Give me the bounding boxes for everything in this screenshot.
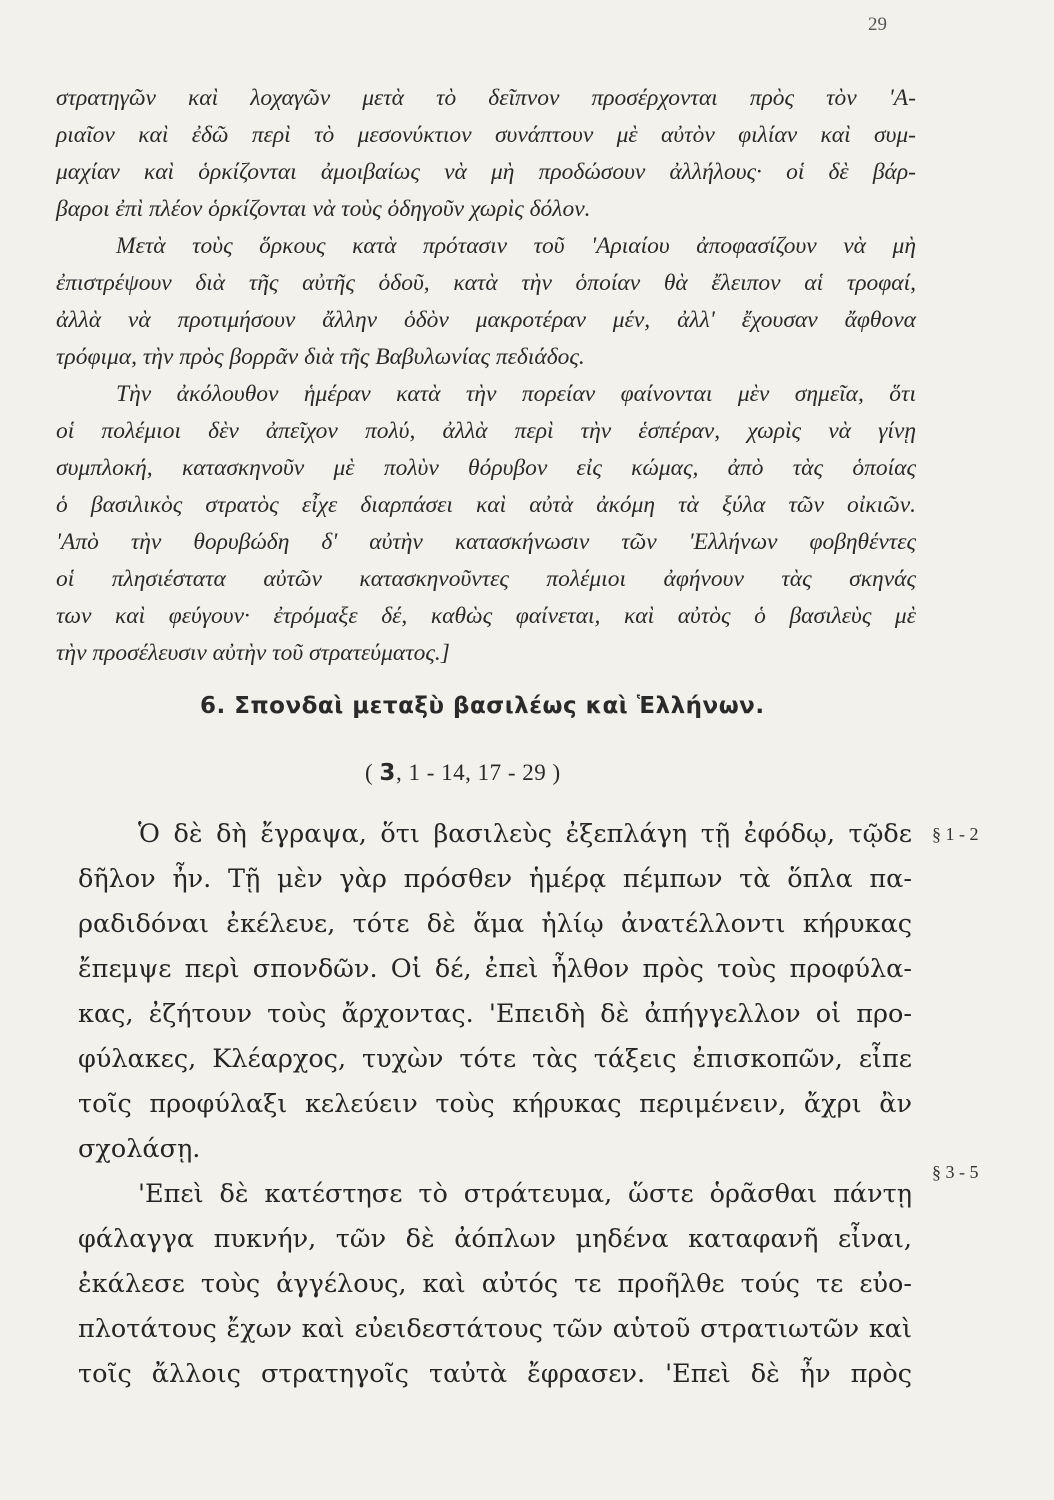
text-line: κας, ἐζήτουν τοὺς ἄρχοντας. 'Επειδὴ δὲ ἀπήγγελλον οἱ προ- <box>78 999 912 1029</box>
summary-line: βαροι ἐπὶ πλέον ὁρκίζονται νὰ τοὺς ὁδηγοῦν χωρὶς δόλον. <box>56 196 591 222</box>
reference-range: , 1 - 14, 17 - 29 ) <box>395 760 561 785</box>
page-number: 29 <box>868 14 887 35</box>
summary-line: Τὴν ἀκόλουθον ἡμέραν κατὰ τὴν πορείαν φαίνονται μὲν σημεῖα, ὅτι <box>116 381 916 407</box>
text-line: τοῖς προφύλαξι κελεύειν τοὺς κήρυκας περιμένειν, ἄχρι ἂν <box>78 1089 912 1119</box>
text-line: ραδιδόναι ἐκέλευε, τότε δὲ ἅμα ἡλίῳ ἀνατέλλοντι κήρυκας <box>78 909 912 939</box>
summary-line: των καὶ φεύγουν· ἐτρόμαξε δέ, καθὼς φαίνεται, καὶ αὐτὸς ὁ βασιλεὺς μὲ <box>56 603 916 629</box>
text-line: σχολάσῃ. <box>78 1134 201 1164</box>
margin-note: § 1 - 2 <box>932 824 979 844</box>
summary-paragraphs <box>56 80 916 672</box>
text-line: δῆλον ἦν. Τῇ μὲν γὰρ πρόσθεν ἡμέρᾳ πέμπων τὰ ὅπλα πα- <box>78 864 912 894</box>
text-line: 'Επεὶ δὲ κατέστησε τὸ στράτευμα, ὥστε ὁρᾶσθαι πάντῃ <box>138 1179 912 1209</box>
text-line: ἐκάλεσε τοὺς ἀγγέλους, καὶ αὐτός τε προῆλθε τούς τε εὐο- <box>78 1269 912 1299</box>
text-line: ἔπεμψε περὶ σπονδῶν. Οἱ δέ, ἐπεὶ ἦλθον πρὸς τοὺς προφύλα- <box>78 954 912 984</box>
summary-line: στρατηγῶν καὶ λοχαγῶν μετὰ τὸ δεῖπνον προσέρχονται πρὸς τὸν 'Α- <box>56 85 916 111</box>
summary-line: ἐπιστρέψουν διὰ τῆς αὐτῆς ὁδοῦ, κατὰ τὴν ὁποίαν θὰ ἔλειπον αἱ τροφαί, <box>56 270 916 296</box>
summary-line: ὁ βασιλικὸς στρατὸς εἶχε διαρπάσει καὶ αὐτὰ ἀκόμη τὰ ξύλα τῶν οἰκιῶν. <box>56 492 916 518</box>
text-line: τοῖς ἄλλοις στρατηγοῖς ταὐτὰ ἔφρασεν. 'Επεὶ δὲ ἦν πρὸς <box>78 1359 912 1389</box>
summary-line: ριαῖον καὶ ἐδῶ περὶ τὸ μεσονύκτιον συνάπτουν μὲ αὐτὸν φιλίαν καὶ συμ- <box>56 122 916 148</box>
summary-line: οἱ πλησιέστατα αὐτῶν κατασκηνοῦντες πολέμιοι ἀφήνουν τὰς σκηνάς <box>56 566 916 592</box>
reference-book: 3 <box>379 760 396 786</box>
text-line: φάλαγγα πυκνήν, τῶν δὲ ἀόπλων μηδένα καταφανῆ εἶναι, <box>78 1224 912 1254</box>
margin-note: § 3 - 5 <box>932 1162 979 1182</box>
summary-line: 'Απὸ τὴν θορυβώδη δ' αὐτὴν κατασκήνωσιν τῶν 'Ελλήνων φοβηθέντες <box>56 529 916 555</box>
summary-line: Μετὰ τοὺς ὅρκους κατὰ πρότασιν τοῦ 'Αριαίου ἀποφασίζουν νὰ μὴ <box>116 233 916 259</box>
summary-line: μαχίαν καὶ ὁρκίζονται ἀμοιβαίως νὰ μὴ προδώσουν ἀλλήλους· οἱ δὲ βάρ- <box>56 159 916 185</box>
summary-line: συμπλοκή, κατασκηνοῦν μὲ πολὺν θόρυβον εἰς κώμας, ἀπὸ τὰς ὁποίας <box>56 455 916 481</box>
text-line: πλοτάτους ἔχων καὶ εὐειδεστάτους τῶν αὑτοῦ στρατιωτῶν καὶ <box>78 1314 912 1344</box>
text-line: Ὁ δὲ δὴ ἔγραψα, ὅτι βασιλεὺς ἐξεπλάγη τῇ ἐφόδῳ, τῷδε <box>138 819 912 849</box>
summary-line: ἀλλὰ νὰ προτιμήσουν ἄλλην ὁδὸν μακροτέραν μέν, ἀλλ' ἔχουσαν ἄφθονα <box>56 307 916 333</box>
summary-line: τὴν προσέλευσιν αὐτὴν τοῦ στρατεύματος.] <box>56 640 450 666</box>
section-reference <box>365 760 561 786</box>
text-line: φύλακες, Κλέαρχος, τυχὼν τότε τὰς τάξεις ἐπισκοπῶν, εἶπε <box>78 1044 912 1074</box>
section-heading: 6. Σπονδαὶ μεταξὺ βασιλέως καὶ Ἑλλήνων. <box>200 693 765 719</box>
summary-line: τρόφιμα, τὴν πρὸς βορρᾶν διὰ τῆς Βαβυλωνίας πεδιάδος. <box>56 344 585 370</box>
summary-line: οἱ πολέμιοι δὲν ἀπεῖχον πολύ, ἀλλὰ περὶ τὴν ἑσπέραν, χωρὶς νὰ γίνῃ <box>56 418 916 444</box>
greek-text <box>78 812 912 1397</box>
reference-open: ( <box>365 760 380 785</box>
